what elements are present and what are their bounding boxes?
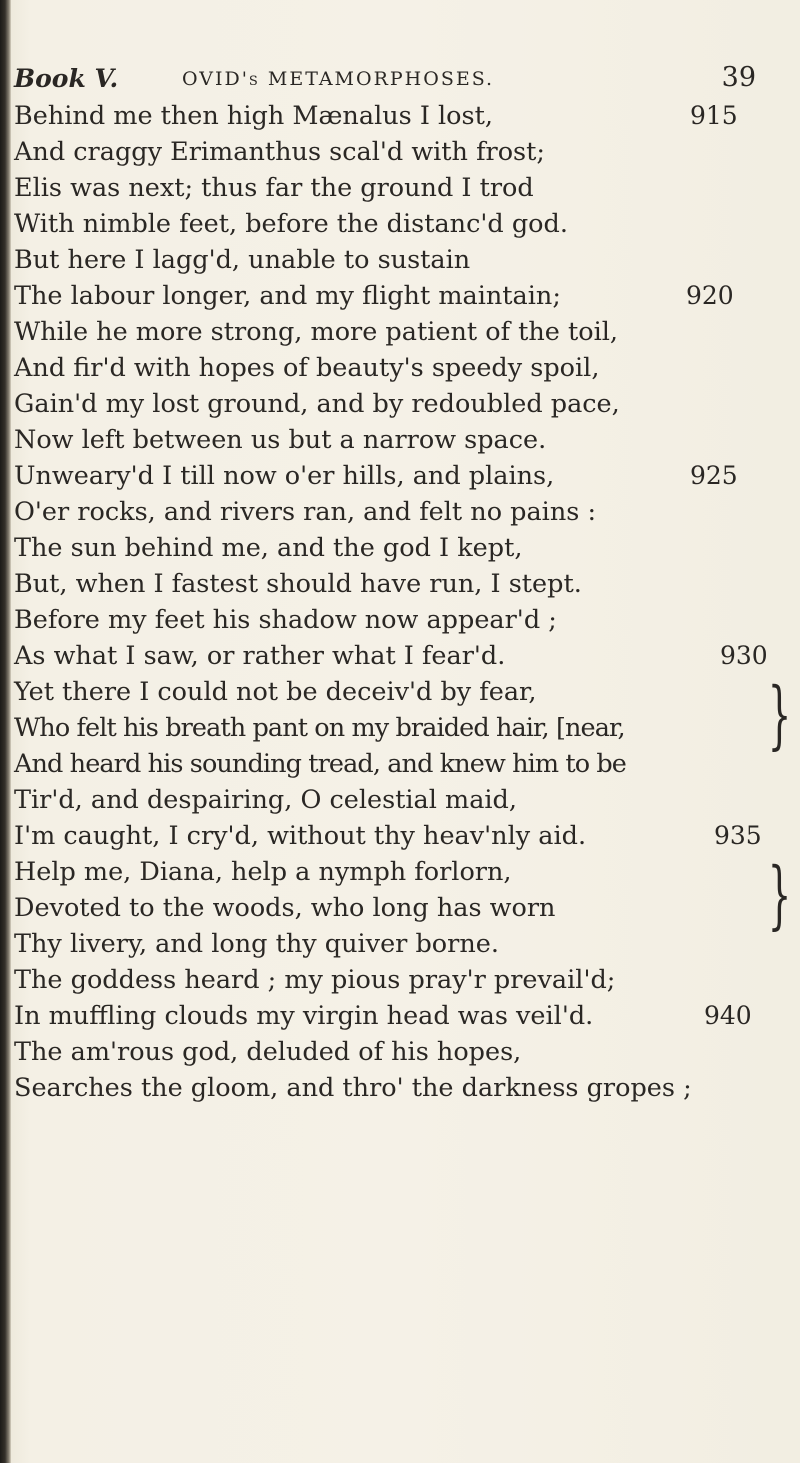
verse-text: O'er rocks, and rivers ran, and felt no pains : xyxy=(14,497,597,527)
verse-line xyxy=(14,1070,794,1106)
verse-line xyxy=(14,782,794,818)
verse-text: While he more strong, more patient of the toil, xyxy=(14,317,619,347)
line-number: 925 xyxy=(690,461,738,490)
verse-line xyxy=(14,566,794,602)
verse-line xyxy=(14,710,794,746)
book-label: Book V. xyxy=(14,64,119,93)
verse-line xyxy=(14,926,794,962)
verse-line xyxy=(14,530,794,566)
verse-text: Tir'd, and despairing, O celestial maid, xyxy=(14,785,517,815)
verse-text: Behind me then high Mænalus I lost, xyxy=(14,101,493,131)
verse-text: In muffling clouds my virgin head was veil'd. xyxy=(14,1001,594,1031)
verse-text: Unweary'd I till now o'er hills, and plains, xyxy=(14,461,555,491)
line-number: 930 xyxy=(720,641,768,670)
verse-line xyxy=(14,98,794,134)
verse-line xyxy=(14,494,794,530)
verse-line xyxy=(14,422,794,458)
line-number: 920 xyxy=(686,281,734,310)
verse-text: Thy livery, and long thy quiver borne. xyxy=(14,929,499,959)
running-title: OVID's METAMORPHOSES. xyxy=(182,68,495,90)
verse-text: As what I saw, or rather what I fear'd. xyxy=(14,641,506,671)
triplet-brace: } xyxy=(767,852,792,938)
verse-text: With nimble feet, before the distanc'd god. xyxy=(14,209,568,239)
page-gutter xyxy=(0,0,11,1463)
triplet-brace: } xyxy=(767,672,792,758)
verse-text: Gain'd my lost ground, and by redoubled pace, xyxy=(14,389,620,419)
verse-line xyxy=(14,350,794,386)
verse-line xyxy=(14,386,794,422)
verse-text: Now left between us but a narrow space. xyxy=(14,425,547,455)
verse-line xyxy=(14,818,794,854)
verse-line xyxy=(14,170,794,206)
verse-text: Devoted to the woods, who long has worn xyxy=(14,893,556,923)
verse-line xyxy=(14,314,794,350)
verse-line xyxy=(14,998,794,1034)
verse-text: The am'rous god, deluded of his hopes, xyxy=(14,1037,522,1067)
verse-line xyxy=(14,1034,794,1070)
verse-text: Before my feet his shadow now appear'd ; xyxy=(14,605,557,635)
line-number: 935 xyxy=(714,821,762,850)
verse-text: But here I lagg'd, unable to sustain xyxy=(14,245,471,275)
verse-text: And heard his sounding tread, and knew him to be xyxy=(14,749,626,779)
verse-text: The labour longer, and my flight maintain; xyxy=(14,281,561,311)
verse-line xyxy=(14,890,794,926)
verse-line xyxy=(14,602,794,638)
verse-line xyxy=(14,962,794,998)
verse-text: Elis was next; thus far the ground I trod xyxy=(14,173,534,203)
verse-text: Who felt his breath pant on my braided hair, [near, xyxy=(14,713,625,743)
verse-text: The sun behind me, and the god I kept, xyxy=(14,533,523,563)
verse-text: Help me, Diana, help a nymph forlorn, xyxy=(14,857,512,887)
verse-line xyxy=(14,206,794,242)
verse-line xyxy=(14,134,794,170)
line-number: 940 xyxy=(704,1001,752,1030)
verse-text: Yet there I could not be deceiv'd by fear, xyxy=(14,677,537,707)
verse-text: But, when I fastest should have run, I stept. xyxy=(14,569,582,599)
running-header xyxy=(14,62,774,102)
verse-line xyxy=(14,854,794,890)
verse-text: The goddess heard ; my pious pray'r prevail'd; xyxy=(14,965,616,995)
verse-line xyxy=(14,278,794,314)
verse-line xyxy=(14,638,794,674)
verse-line xyxy=(14,674,794,710)
line-number: 915 xyxy=(690,101,738,130)
verse-text: And fir'd with hopes of beauty's speedy spoil, xyxy=(14,353,600,383)
verse-text: I'm caught, I cry'd, without thy heav'nly aid. xyxy=(14,821,587,851)
page-number: 39 xyxy=(721,62,756,93)
verse-text: And craggy Erimanthus scal'd with frost; xyxy=(14,137,545,167)
verse-line xyxy=(14,746,794,782)
verse-line xyxy=(14,458,794,494)
verse-text: Searches the gloom, and thro' the darkness gropes ; xyxy=(14,1073,692,1103)
verse-line xyxy=(14,242,794,278)
